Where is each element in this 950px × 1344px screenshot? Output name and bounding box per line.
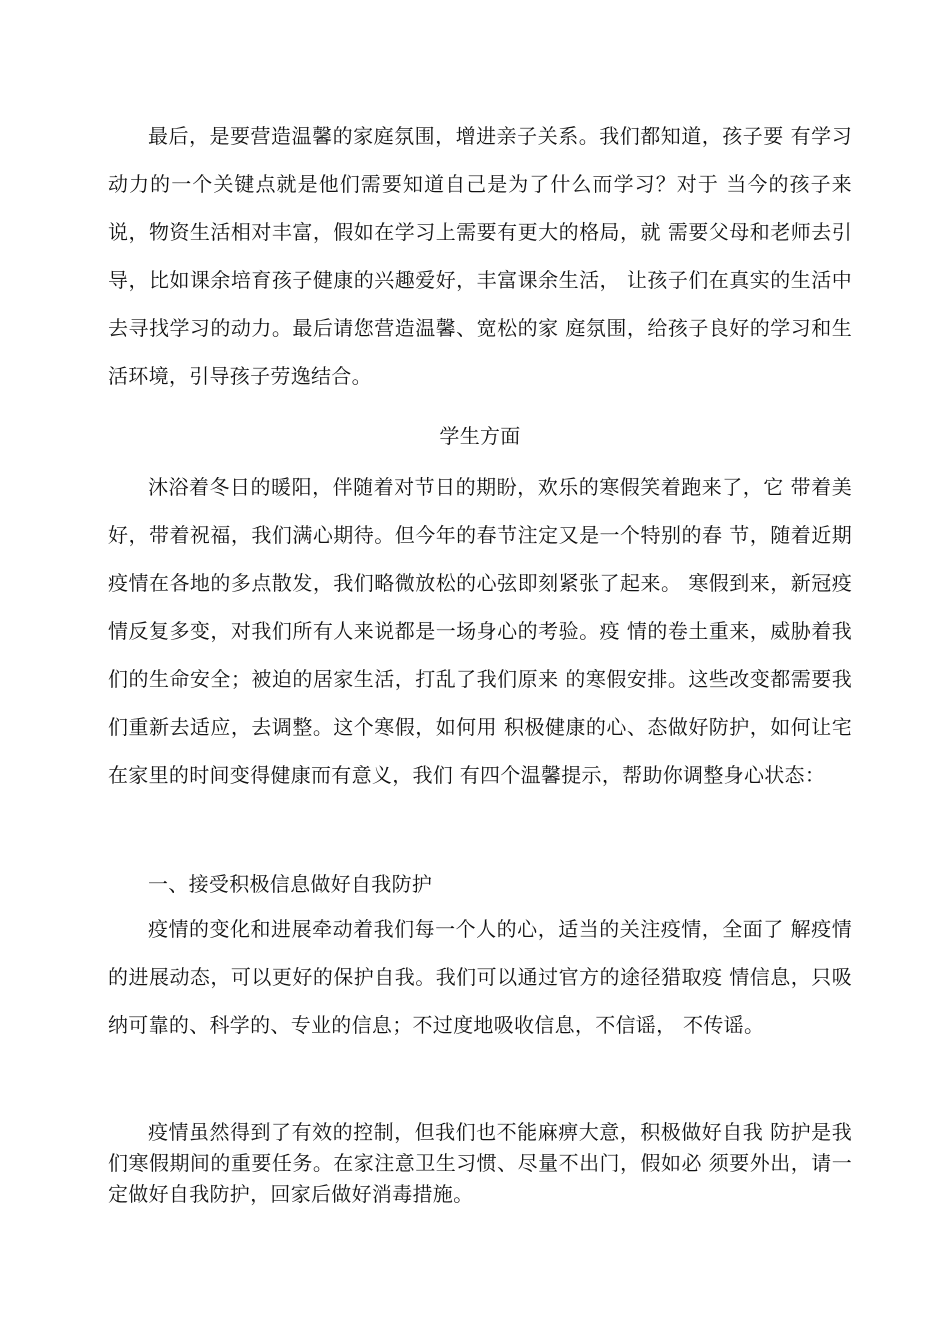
- paragraph-epidemic-info: 疫情的变化和进展牵动着我们每一个人的心，适当的关注疫情，全面了 解疫情的进展动态，可以更好的保护自我。我们可以通过官方的途径猎取疫 情信息，只吸纳可靠的、科学的、专业的信息；不过度地吸收信息，不信谣， 不传谣。: [108, 917, 852, 1037]
- paragraph-family-atmosphere: 最后，是要营造温馨的家庭氛围，增进亲子关系。我们都知道，孩子要 有学习动力的一个关键点就是他们需要知道自己是为了什么而学习？对于 当今的孩子来说，物资生活相对丰富，假如在学习上需要有更大的格局，就 需要父母和老师去引导，比如课余培育孩子健康的兴趣爱好，丰富课余生活， 让孩子们在真实的生活中去寻找学习的动力。最后请您营造温馨、宽松的家 庭氛围，给孩子良好的学习和生活环境，引导孩子劳逸结合。: [108, 124, 852, 388]
- section-heading-students: 学生方面: [439, 424, 521, 448]
- paragraph-winter-vacation: 沐浴着冬日的暖阳，伴随着对节日的期盼，欢乐的寒假笑着跑来了，它 带着美好，带着祝福，我们满心期待。但今年的春节注定又是一个特别的春 节，随着近期疫情在各地的多点散发，我们略微放松的心弦即刻紧张了起来。 寒假到来，新冠疫情反复多变，对我们所有人来说都是一场身心的考验。疫 情的卷土重来，威胁着我们的生命安全；被迫的居家生活，打乱了我们原来 的寒假安排。这些改变都需要我们重新去适应，去调整。这个寒假，如何用 积极健康的心、态做好防护，如何让宅在家里的时间变得健康而有意义，我们 有四个温馨提示，帮助你调整身心状态：: [108, 475, 852, 787]
- item-heading-self-protection: 一、接受积极信息做好自我防护: [148, 872, 433, 896]
- paragraph-protection-tasks: 疫情虽然得到了有效的控制，但我们也不能麻痹大意，积极做好自我 防护是我们寒假期间的重要任务。在家注意卫生习惯、尽量不出门，假如必 须要外出，请一定做好自我防护，回家后做好消毒措施。: [108, 1120, 852, 1206]
